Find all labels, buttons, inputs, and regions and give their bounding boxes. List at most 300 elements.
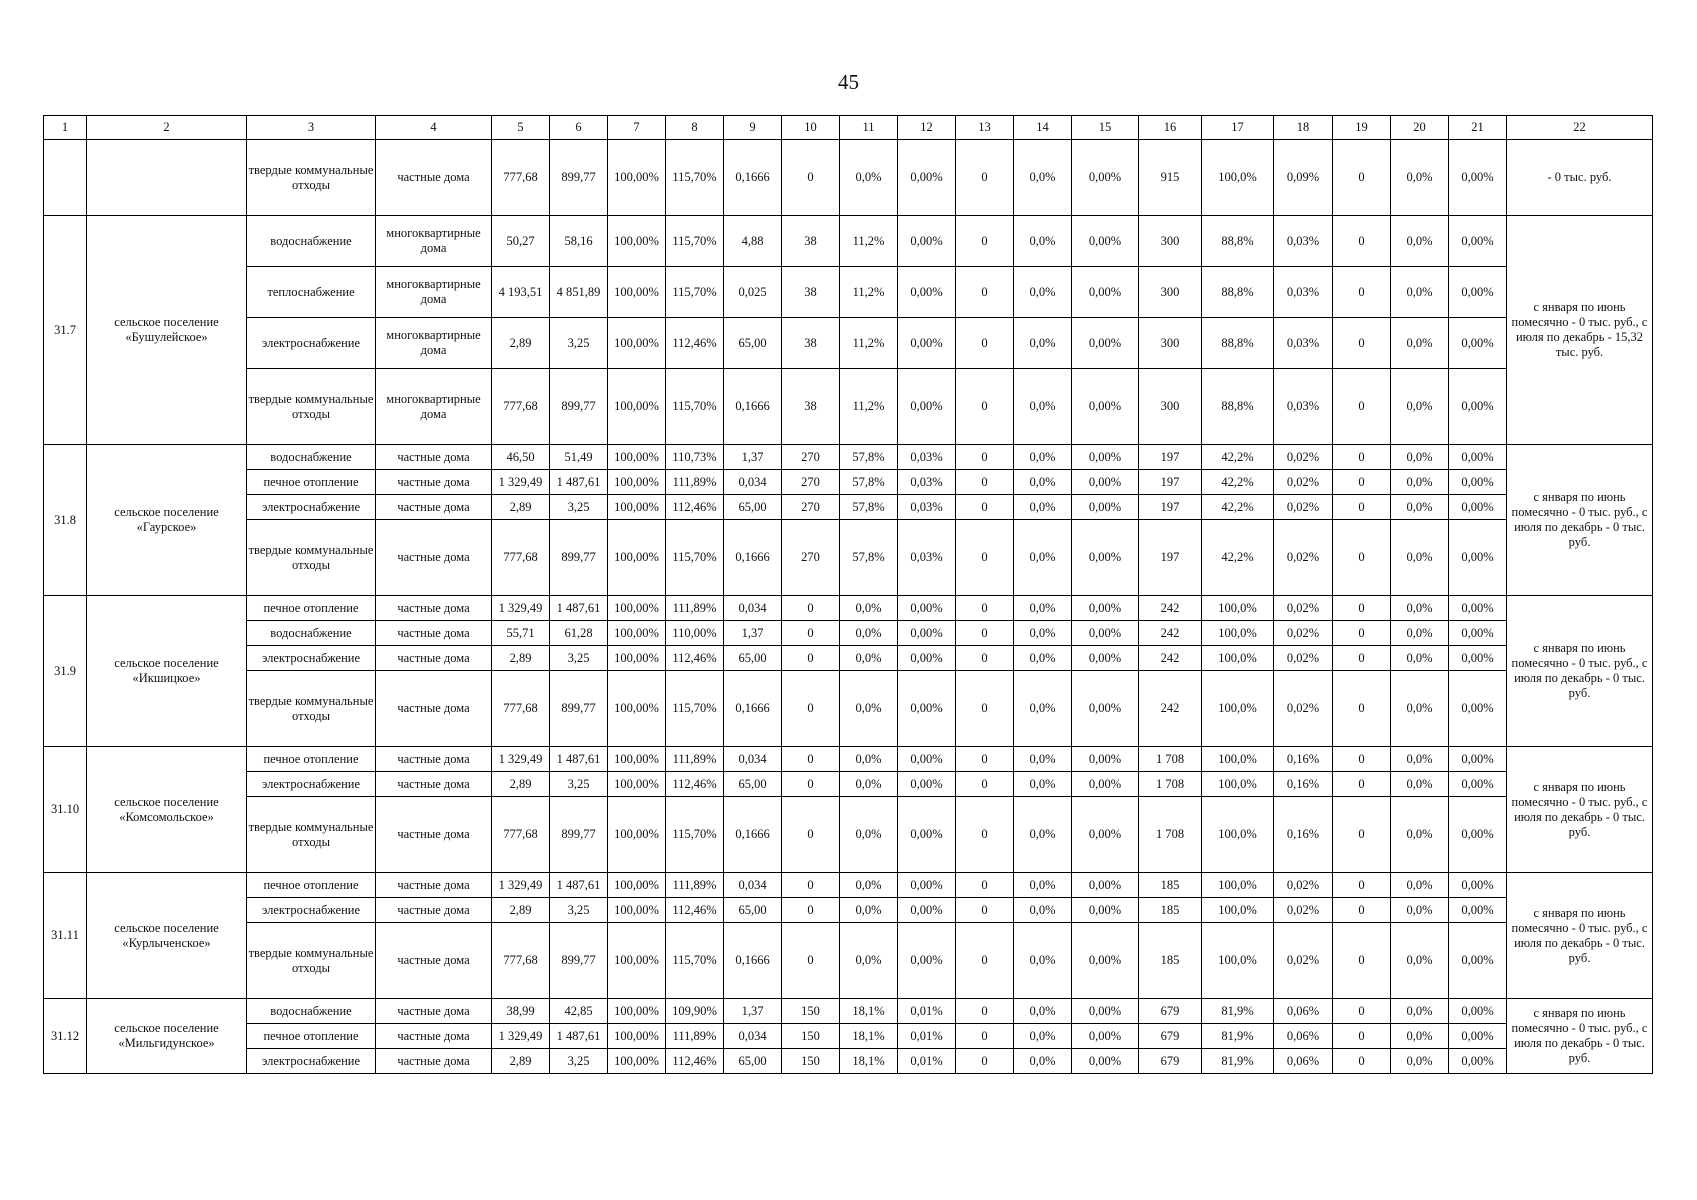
value-cell: 0	[956, 369, 1014, 445]
value-cell: 0,0%	[1391, 646, 1449, 671]
value-cell: 0,02%	[1274, 671, 1333, 747]
value-cell: 197	[1139, 445, 1202, 470]
value-cell: 0,00%	[1449, 596, 1507, 621]
value-cell: 65,00	[724, 1049, 782, 1074]
value-cell: 112,46%	[666, 495, 724, 520]
value-cell: 0	[956, 495, 1014, 520]
value-cell: 0,00%	[898, 671, 956, 747]
table-row	[44, 470, 1653, 495]
service-cell: водоснабжение	[247, 216, 376, 267]
value-cell: 0,00%	[1072, 267, 1139, 318]
value-cell: 0	[956, 797, 1014, 873]
value-cell: 0	[1333, 646, 1391, 671]
value-cell: 0,1666	[724, 369, 782, 445]
value-cell: 4 851,89	[550, 267, 608, 318]
housing-type-cell: частные дома	[376, 671, 492, 747]
table-row	[44, 797, 1653, 873]
value-cell: 115,70%	[666, 520, 724, 596]
value-cell: 0,00%	[1449, 470, 1507, 495]
value-cell: 0,0%	[1014, 140, 1072, 216]
service-cell: печное отопление	[247, 747, 376, 772]
value-cell: 115,70%	[666, 369, 724, 445]
value-cell: 0,0%	[1014, 772, 1072, 797]
value-cell: 57,8%	[840, 495, 898, 520]
value-cell: 100,00%	[608, 999, 666, 1024]
value-cell: 270	[782, 520, 840, 596]
value-cell: 0,0%	[1391, 470, 1449, 495]
value-cell: 0,03%	[1274, 267, 1333, 318]
table-row	[44, 671, 1653, 747]
value-cell: 0,0%	[1014, 1024, 1072, 1049]
value-cell: 0,0%	[1391, 999, 1449, 1024]
value-cell: 3,25	[550, 318, 608, 369]
value-cell: 88,8%	[1202, 216, 1274, 267]
value-cell: 0,03%	[1274, 318, 1333, 369]
value-cell: 18,1%	[840, 1049, 898, 1074]
column-header: 9	[724, 116, 782, 140]
value-cell: 0	[956, 596, 1014, 621]
value-cell: 100,00%	[608, 267, 666, 318]
value-cell: 100,00%	[608, 923, 666, 999]
value-cell: 0,0%	[1014, 470, 1072, 495]
service-cell: твердые коммунальные отходы	[247, 140, 376, 216]
value-cell: 100,00%	[608, 445, 666, 470]
value-cell: 100,0%	[1202, 797, 1274, 873]
value-cell: 42,2%	[1202, 445, 1274, 470]
value-cell: 100,00%	[608, 671, 666, 747]
value-cell: 0,0%	[840, 140, 898, 216]
housing-type-cell: частные дома	[376, 470, 492, 495]
value-cell: 0	[782, 923, 840, 999]
housing-type-cell: частные дома	[376, 898, 492, 923]
value-cell: 0	[1333, 318, 1391, 369]
table-row	[44, 520, 1653, 596]
value-cell: 899,77	[550, 140, 608, 216]
value-cell: 777,68	[492, 140, 550, 216]
value-cell: 0,0%	[1391, 797, 1449, 873]
value-cell: 0,00%	[898, 369, 956, 445]
value-cell: 0,02%	[1274, 470, 1333, 495]
value-cell: 0,00%	[898, 797, 956, 873]
value-cell: 0,00%	[1072, 596, 1139, 621]
value-cell: 0	[782, 621, 840, 646]
value-cell: 61,28	[550, 621, 608, 646]
housing-type-cell: частные дома	[376, 923, 492, 999]
row-number: 31.7	[44, 216, 87, 445]
value-cell: 4,88	[724, 216, 782, 267]
value-cell: 1 708	[1139, 797, 1202, 873]
value-cell: 50,27	[492, 216, 550, 267]
settlement-name	[87, 140, 247, 216]
value-cell: 0,0%	[1014, 898, 1072, 923]
value-cell: 0,00%	[1449, 1024, 1507, 1049]
value-cell: 0,00%	[1449, 445, 1507, 470]
value-cell: 0,0%	[1391, 873, 1449, 898]
value-cell: 0	[782, 646, 840, 671]
table-row	[44, 999, 1653, 1024]
housing-type-cell: частные дома	[376, 646, 492, 671]
value-cell: 18,1%	[840, 1024, 898, 1049]
value-cell: 0,034	[724, 747, 782, 772]
value-cell: 1 708	[1139, 772, 1202, 797]
value-cell: 0,00%	[1072, 646, 1139, 671]
value-cell: 0,00%	[898, 873, 956, 898]
header-row	[44, 116, 1653, 140]
value-cell: 777,68	[492, 671, 550, 747]
value-cell: 0	[956, 873, 1014, 898]
value-cell: 0,01%	[898, 1049, 956, 1074]
value-cell: 11,2%	[840, 216, 898, 267]
value-cell: 0,09%	[1274, 140, 1333, 216]
value-cell: 112,46%	[666, 772, 724, 797]
value-cell: 777,68	[492, 797, 550, 873]
value-cell: 185	[1139, 873, 1202, 898]
value-cell: 115,70%	[666, 140, 724, 216]
column-header: 6	[550, 116, 608, 140]
service-cell: печное отопление	[247, 873, 376, 898]
value-cell: 0,16%	[1274, 747, 1333, 772]
value-cell: 81,9%	[1202, 1024, 1274, 1049]
value-cell: 1,37	[724, 999, 782, 1024]
service-cell: твердые коммунальные отходы	[247, 797, 376, 873]
value-cell: 0,00%	[1072, 318, 1139, 369]
value-cell: 112,46%	[666, 1049, 724, 1074]
value-cell: 0	[1333, 772, 1391, 797]
housing-type-cell: частные дома	[376, 1049, 492, 1074]
value-cell: 0,0%	[1391, 596, 1449, 621]
value-cell: 57,8%	[840, 470, 898, 495]
value-cell: 11,2%	[840, 318, 898, 369]
column-header: 14	[1014, 116, 1072, 140]
value-cell: 111,89%	[666, 747, 724, 772]
housing-type-cell: многоквартирные дома	[376, 369, 492, 445]
column-header: 10	[782, 116, 840, 140]
value-cell: 0,01%	[898, 999, 956, 1024]
column-header: 12	[898, 116, 956, 140]
value-cell: 110,73%	[666, 445, 724, 470]
housing-type-cell: многоквартирные дома	[376, 267, 492, 318]
service-cell: электроснабжение	[247, 646, 376, 671]
value-cell: 38,99	[492, 999, 550, 1024]
value-cell: 3,25	[550, 772, 608, 797]
value-cell: 0,0%	[1391, 495, 1449, 520]
value-cell: 1 329,49	[492, 1024, 550, 1049]
value-cell: 0,0%	[1014, 520, 1072, 596]
value-cell: 57,8%	[840, 520, 898, 596]
column-header: 19	[1333, 116, 1391, 140]
value-cell: 38	[782, 216, 840, 267]
service-cell: твердые коммунальные отходы	[247, 671, 376, 747]
value-cell: 1 329,49	[492, 873, 550, 898]
housing-type-cell: частные дома	[376, 797, 492, 873]
column-header: 2	[87, 116, 247, 140]
value-cell: 300	[1139, 216, 1202, 267]
table-row	[44, 596, 1653, 621]
column-header: 17	[1202, 116, 1274, 140]
value-cell: 100,00%	[608, 873, 666, 898]
value-cell: 679	[1139, 999, 1202, 1024]
value-cell: 100,0%	[1202, 646, 1274, 671]
value-cell: 0	[956, 621, 1014, 646]
housing-type-cell: частные дома	[376, 747, 492, 772]
table-row	[44, 646, 1653, 671]
value-cell: 0,00%	[1449, 747, 1507, 772]
value-cell: 0,00%	[1449, 140, 1507, 216]
value-cell: 0,00%	[898, 772, 956, 797]
value-cell: 0	[1333, 999, 1391, 1024]
value-cell: 0	[1333, 267, 1391, 318]
value-cell: 0,0%	[1014, 646, 1072, 671]
value-cell: 0,00%	[1072, 999, 1139, 1024]
value-cell: 0,00%	[898, 621, 956, 646]
table-row	[44, 747, 1653, 772]
value-cell: 109,90%	[666, 999, 724, 1024]
value-cell: 0	[956, 1049, 1014, 1074]
value-cell: 0,06%	[1274, 999, 1333, 1024]
value-cell: 0,0%	[1391, 216, 1449, 267]
value-cell: 0,03%	[898, 495, 956, 520]
housing-type-cell: частные дома	[376, 1024, 492, 1049]
service-cell: водоснабжение	[247, 621, 376, 646]
value-cell: 0,00%	[1449, 621, 1507, 646]
value-cell: 100,00%	[608, 1024, 666, 1049]
value-cell: 0,00%	[1072, 923, 1139, 999]
value-cell: 0	[956, 1024, 1014, 1049]
table-row	[44, 898, 1653, 923]
value-cell: 0,00%	[898, 898, 956, 923]
value-cell: 0,0%	[1014, 445, 1072, 470]
value-cell: 100,00%	[608, 369, 666, 445]
value-cell: 65,00	[724, 495, 782, 520]
value-cell: 4 193,51	[492, 267, 550, 318]
column-header: 4	[376, 116, 492, 140]
value-cell: 0	[782, 747, 840, 772]
service-cell: водоснабжение	[247, 445, 376, 470]
payment-schedule-note: с января по июнь помесячно - 0 тыс. руб., с июля по декабрь - 15,32 тыс. руб.	[1507, 216, 1653, 445]
value-cell: 0,0%	[1014, 216, 1072, 267]
value-cell: 0,03%	[1274, 369, 1333, 445]
table-row	[44, 369, 1653, 445]
value-cell: 0	[1333, 747, 1391, 772]
service-cell: электроснабжение	[247, 495, 376, 520]
value-cell: 112,46%	[666, 318, 724, 369]
value-cell: 100,00%	[608, 646, 666, 671]
value-cell: 2,89	[492, 318, 550, 369]
value-cell: 0,00%	[1072, 520, 1139, 596]
value-cell: 0,00%	[1449, 646, 1507, 671]
value-cell: 0,00%	[1072, 671, 1139, 747]
value-cell: 0,00%	[1449, 923, 1507, 999]
value-cell: 0,0%	[840, 671, 898, 747]
value-cell: 0,0%	[1391, 747, 1449, 772]
value-cell: 0	[956, 267, 1014, 318]
value-cell: 0,034	[724, 873, 782, 898]
value-cell: 0,00%	[1072, 772, 1139, 797]
value-cell: 0,0%	[840, 646, 898, 671]
value-cell: 115,70%	[666, 267, 724, 318]
value-cell: 115,70%	[666, 797, 724, 873]
value-cell: 0,1666	[724, 923, 782, 999]
value-cell: 100,00%	[608, 1049, 666, 1074]
value-cell: 0,02%	[1274, 898, 1333, 923]
value-cell: 0	[782, 898, 840, 923]
value-cell: 38	[782, 318, 840, 369]
value-cell: 0	[1333, 1024, 1391, 1049]
value-cell: 0,034	[724, 596, 782, 621]
value-cell: 0,00%	[1449, 495, 1507, 520]
value-cell: 899,77	[550, 671, 608, 747]
value-cell: 0,0%	[1391, 898, 1449, 923]
value-cell: 0,02%	[1274, 646, 1333, 671]
value-cell: 0,0%	[1391, 318, 1449, 369]
value-cell: 0,00%	[1072, 369, 1139, 445]
payment-schedule-note: с января по июнь помесячно - 0 тыс. руб., с июля по декабрь - 0 тыс. руб.	[1507, 999, 1653, 1074]
housing-type-cell: частные дома	[376, 445, 492, 470]
value-cell: 65,00	[724, 772, 782, 797]
value-cell: 0,034	[724, 1024, 782, 1049]
value-cell: 0,03%	[898, 445, 956, 470]
value-cell: 1,37	[724, 621, 782, 646]
value-cell: 81,9%	[1202, 1049, 1274, 1074]
row-number: 31.12	[44, 999, 87, 1074]
value-cell: 0	[956, 140, 1014, 216]
value-cell: 100,00%	[608, 520, 666, 596]
value-cell: 1 329,49	[492, 747, 550, 772]
value-cell: 0	[1333, 898, 1391, 923]
value-cell: 0	[782, 772, 840, 797]
value-cell: 0,06%	[1274, 1049, 1333, 1074]
housing-type-cell: частные дома	[376, 873, 492, 898]
service-cell: твердые коммунальные отходы	[247, 369, 376, 445]
value-cell: 0,034	[724, 470, 782, 495]
service-cell: электроснабжение	[247, 318, 376, 369]
value-cell: 0,00%	[1449, 898, 1507, 923]
value-cell: 242	[1139, 646, 1202, 671]
value-cell: 65,00	[724, 318, 782, 369]
value-cell: 0,00%	[1449, 216, 1507, 267]
value-cell: 0,00%	[1449, 369, 1507, 445]
value-cell: 0,00%	[898, 216, 956, 267]
value-cell: 0,0%	[1014, 747, 1072, 772]
value-cell: 0,02%	[1274, 495, 1333, 520]
value-cell: 100,00%	[608, 898, 666, 923]
row-number	[44, 140, 87, 216]
value-cell: 1,37	[724, 445, 782, 470]
service-cell: теплоснабжение	[247, 267, 376, 318]
value-cell: 58,16	[550, 216, 608, 267]
value-cell: 100,00%	[608, 140, 666, 216]
value-cell: 0,00%	[1072, 445, 1139, 470]
value-cell: 51,49	[550, 445, 608, 470]
table-row	[44, 772, 1653, 797]
value-cell: 0	[956, 470, 1014, 495]
value-cell: 300	[1139, 369, 1202, 445]
value-cell: 3,25	[550, 495, 608, 520]
value-cell: 242	[1139, 596, 1202, 621]
value-cell: 115,70%	[666, 671, 724, 747]
value-cell: 1 487,61	[550, 1024, 608, 1049]
value-cell: 0	[1333, 445, 1391, 470]
value-cell: 185	[1139, 923, 1202, 999]
value-cell: 1 708	[1139, 747, 1202, 772]
value-cell: 0,02%	[1274, 873, 1333, 898]
service-cell: электроснабжение	[247, 772, 376, 797]
value-cell: 0,0%	[1391, 772, 1449, 797]
value-cell: 0,01%	[898, 1024, 956, 1049]
value-cell: 0	[956, 671, 1014, 747]
value-cell: 100,00%	[608, 596, 666, 621]
value-cell: 242	[1139, 621, 1202, 646]
value-cell: 0,0%	[840, 772, 898, 797]
value-cell: 0,02%	[1274, 520, 1333, 596]
value-cell: 0,00%	[1449, 318, 1507, 369]
value-cell: 0,00%	[898, 923, 956, 999]
value-cell: 0	[1333, 671, 1391, 747]
value-cell: 0,00%	[1449, 999, 1507, 1024]
table-row	[44, 267, 1653, 318]
value-cell: 150	[782, 999, 840, 1024]
value-cell: 2,89	[492, 495, 550, 520]
value-cell: 777,68	[492, 520, 550, 596]
value-cell: 0	[1333, 520, 1391, 596]
value-cell: 0,0%	[840, 797, 898, 873]
housing-type-cell: частные дома	[376, 999, 492, 1024]
value-cell: 0,0%	[840, 596, 898, 621]
value-cell: 0	[956, 216, 1014, 267]
settlement-name: сельское поселение «Гаурское»	[87, 445, 247, 596]
value-cell: 0,00%	[1072, 797, 1139, 873]
value-cell: 0,00%	[1072, 216, 1139, 267]
value-cell: 0,1666	[724, 140, 782, 216]
value-cell: 42,2%	[1202, 520, 1274, 596]
column-header: 11	[840, 116, 898, 140]
value-cell: 100,0%	[1202, 772, 1274, 797]
value-cell: 100,0%	[1202, 923, 1274, 999]
housing-type-cell: частные дома	[376, 520, 492, 596]
column-header: 15	[1072, 116, 1139, 140]
value-cell: 0	[1333, 216, 1391, 267]
value-cell: 111,89%	[666, 873, 724, 898]
value-cell: 11,2%	[840, 369, 898, 445]
value-cell: 899,77	[550, 369, 608, 445]
value-cell: 0,00%	[1449, 267, 1507, 318]
value-cell: 0,03%	[898, 520, 956, 596]
service-cell: электроснабжение	[247, 1049, 376, 1074]
value-cell: 777,68	[492, 923, 550, 999]
value-cell: 0,0%	[1014, 1049, 1072, 1074]
value-cell: 270	[782, 495, 840, 520]
value-cell: 0	[956, 923, 1014, 999]
value-cell: 88,8%	[1202, 318, 1274, 369]
value-cell: 0	[1333, 621, 1391, 646]
value-cell: 111,89%	[666, 1024, 724, 1049]
value-cell: 110,00%	[666, 621, 724, 646]
value-cell: 0,1666	[724, 797, 782, 873]
value-cell: 0,00%	[1072, 140, 1139, 216]
value-cell: 0	[782, 873, 840, 898]
settlement-name: сельское поселение «Мильгидунское»	[87, 999, 247, 1074]
value-cell: 0,0%	[1014, 621, 1072, 646]
housing-type-cell: многоквартирные дома	[376, 216, 492, 267]
value-cell: 0	[1333, 495, 1391, 520]
table-row	[44, 873, 1653, 898]
value-cell: 0	[1333, 140, 1391, 216]
value-cell: 0,00%	[1449, 772, 1507, 797]
value-cell: 0,00%	[1449, 1049, 1507, 1074]
value-cell: 915	[1139, 140, 1202, 216]
service-cell: водоснабжение	[247, 999, 376, 1024]
value-cell: 899,77	[550, 923, 608, 999]
